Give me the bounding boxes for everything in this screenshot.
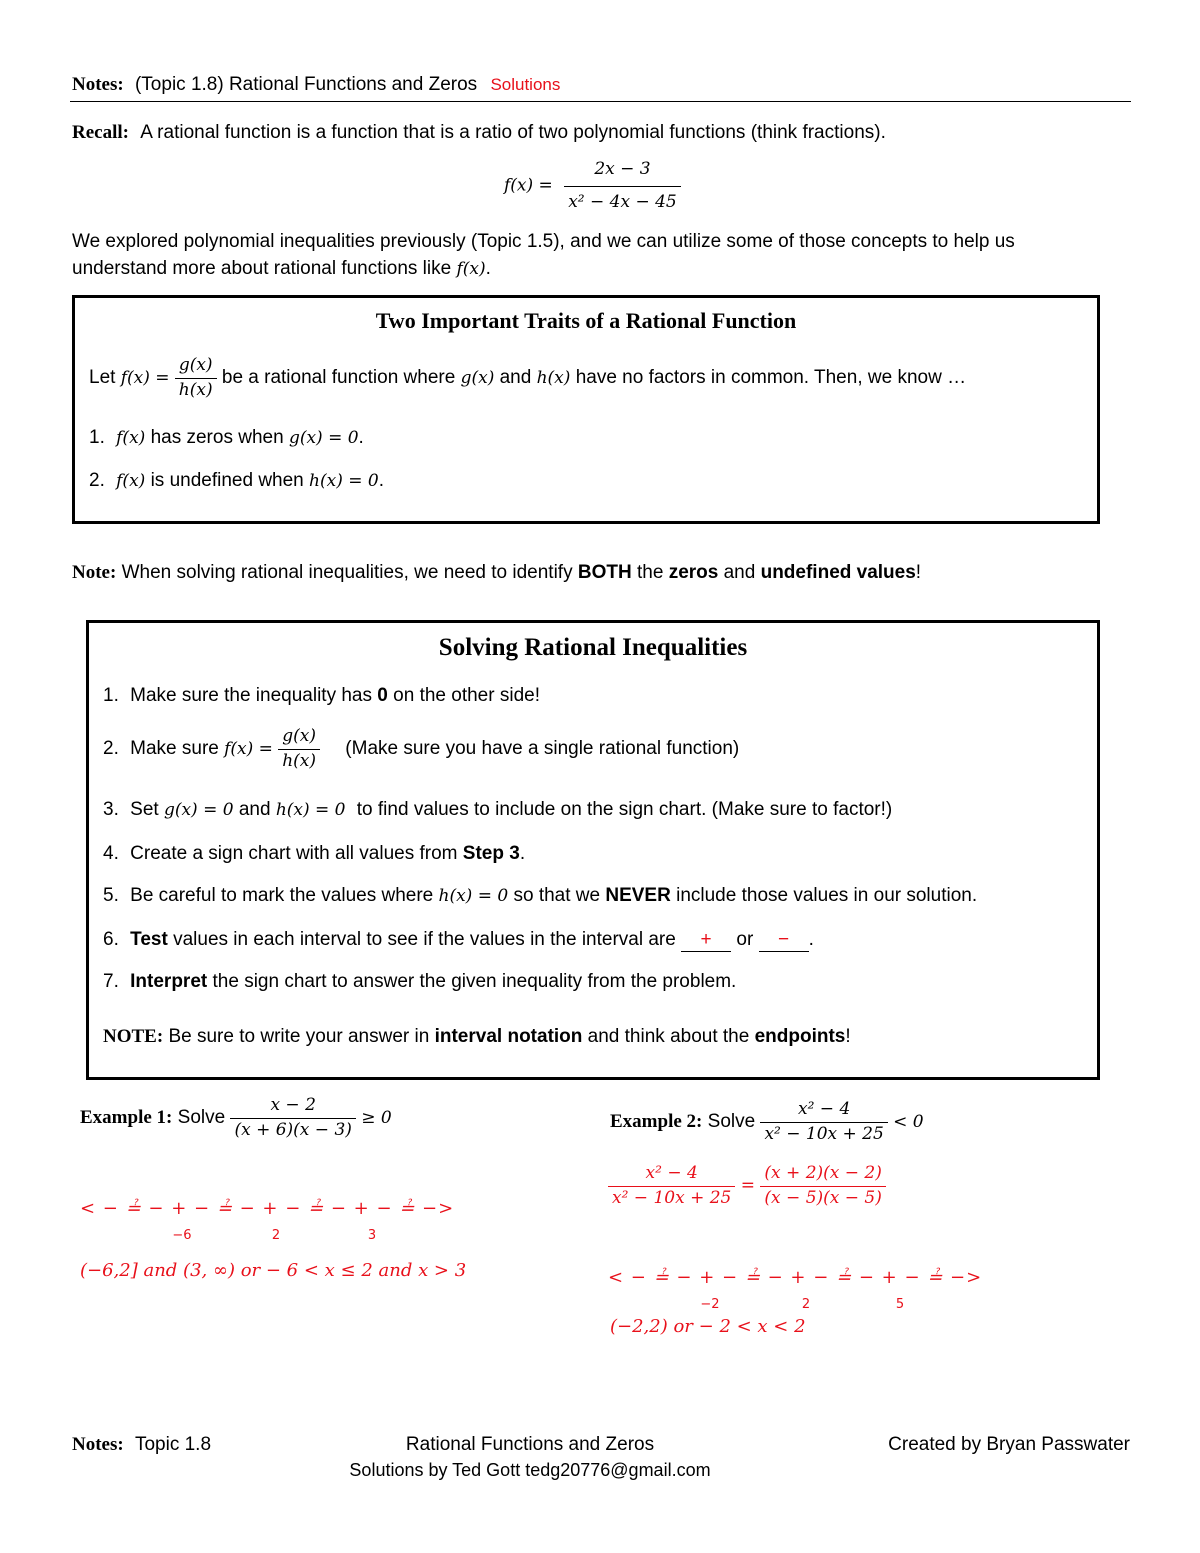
recall-text: A rational function is a function that is a ratio of two polynomial functions (think fractions). xyxy=(140,122,886,143)
step2-fx: f(x) = xyxy=(224,739,273,760)
traits-item1-text: has zeros when xyxy=(150,427,284,448)
note-the: the xyxy=(636,562,664,583)
step1-zero: 0 xyxy=(377,685,388,706)
step5-never: NEVER xyxy=(605,885,671,906)
example2-tick-3: 5 xyxy=(895,1297,905,1312)
traits-item2-eq: h(x) = 0 xyxy=(309,471,379,491)
solving-step-1 xyxy=(103,685,540,707)
step4-step: Step 3 xyxy=(462,843,520,864)
explored-fx: f(x) xyxy=(456,259,486,279)
footer-topic: Topic 1.8 xyxy=(134,1434,212,1455)
recall-denominator: x² − 4x − 45 xyxy=(564,186,681,213)
footer-label: Notes: xyxy=(72,1434,124,1455)
step4-num: 4. xyxy=(103,843,119,864)
step6-or: or xyxy=(736,929,754,950)
solving-step-5 xyxy=(103,885,977,907)
step5-text-c: include those values in our solution. xyxy=(676,885,978,906)
header-rule xyxy=(70,101,1131,102)
example2-work-num-left: x² − 4 xyxy=(645,1163,698,1183)
header-solutions: Solutions xyxy=(490,75,561,94)
note-undefined: undefined values xyxy=(760,562,916,583)
step4-dot: . xyxy=(519,843,526,864)
step2-num: 2. xyxy=(103,738,119,760)
recall-line xyxy=(72,122,886,144)
solving-note-label: NOTE: xyxy=(103,1026,164,1047)
example2-work-eq: = xyxy=(740,1175,756,1196)
solving-step-2 xyxy=(103,727,739,771)
step1-text-a: Make sure the inequality has xyxy=(130,685,373,706)
example2-work xyxy=(608,1164,886,1208)
footer-left xyxy=(72,1434,211,1456)
example2-denominator: x² − 10x + 25 xyxy=(760,1122,887,1145)
traits-item1-fx: f(x) xyxy=(116,428,146,448)
solving-note-interval: interval notation xyxy=(434,1026,583,1047)
step6-minus-blank: − xyxy=(759,929,809,952)
example1-tick-3: 3 xyxy=(367,1228,377,1243)
recall-formula xyxy=(504,160,681,212)
traits-item-2 xyxy=(89,470,384,492)
example2-solve: Solve xyxy=(707,1111,756,1133)
note-line xyxy=(72,562,921,584)
step3-text-b: to find values to include on the sign chart. (Make sure to factor!) xyxy=(356,799,893,820)
traits-title: Two Important Traits of a Rational Function xyxy=(375,308,797,333)
step2-denominator: h(x) xyxy=(278,749,320,772)
traits-item2-text: is undefined when xyxy=(150,470,304,491)
step1-text-b: on the other side! xyxy=(393,685,540,706)
example2-answer: (−2,2) or − 2 < x < 2 xyxy=(610,1316,806,1337)
example2-sign-chart: < − ≟ − + − ≟ − + − ≟ − + − ≟ −> xyxy=(608,1267,983,1288)
explored-line-1: We explored polynomial inequalities previously (Topic 1.5), and we can utilize some of those concepts to help us xyxy=(72,231,1015,252)
example1-tick-2: 2 xyxy=(271,1228,281,1243)
step5-text-b: so that we xyxy=(513,885,601,906)
traits-let-rest-b: have no factors in common. Then, we know … xyxy=(575,367,967,389)
example2-work-num-right: (x + 2)(x − 2) xyxy=(764,1163,882,1183)
explored-text: understand more about rational functions like xyxy=(72,258,452,279)
step6-test: Test xyxy=(130,929,168,950)
header-label: Notes: xyxy=(72,74,124,95)
example2-tick-2: 2 xyxy=(801,1297,811,1312)
step2-numerator: g(x) xyxy=(282,726,316,746)
step6-plus-blank: + xyxy=(681,929,731,952)
traits-item2-fx: f(x) xyxy=(116,471,146,491)
footer-credit: Solutions by Ted Gott tedg20776@gmail.com xyxy=(349,1460,711,1480)
traits-fraction xyxy=(175,356,217,400)
step6-text-a: values in each interval to see if the values in the interval are xyxy=(173,929,676,950)
recall-numerator: 2x − 3 xyxy=(594,159,651,179)
example1-numerator: x − 2 xyxy=(270,1095,316,1115)
traits-denominator: h(x) xyxy=(175,378,217,401)
traits-let-line xyxy=(89,356,966,400)
step5-h: h(x) = 0 xyxy=(438,886,509,906)
example2-work-right xyxy=(760,1164,885,1208)
traits-item-1 xyxy=(89,427,364,449)
example2-fraction xyxy=(760,1100,887,1144)
footer-right: Created by Bryan Passwater xyxy=(888,1434,1130,1455)
footer-center: Rational Functions and Zeros xyxy=(405,1434,655,1455)
step7-interpret: Interpret xyxy=(130,971,208,992)
example1-label: Example 1: xyxy=(80,1107,173,1129)
step6-num: 6. xyxy=(103,929,119,950)
note-label: Note: xyxy=(72,562,117,583)
note-text: When solving rational inequalities, we need to identify xyxy=(121,562,573,583)
traits-let-rest-a: be a rational function where xyxy=(221,367,456,389)
traits-let: Let xyxy=(89,367,116,389)
step1-num: 1. xyxy=(103,685,119,706)
example1-relation: ≥ 0 xyxy=(361,1108,392,1129)
example1-denominator: (x + 6)(x − 3) xyxy=(230,1118,355,1141)
traits-item1-eq: g(x) = 0 xyxy=(288,428,359,448)
step5-text-a: Be careful to mark the values where xyxy=(130,885,434,906)
solving-note-excl: ! xyxy=(845,1026,851,1047)
solving-note xyxy=(103,1026,851,1048)
traits-item2-num: 2. xyxy=(89,470,105,491)
note-zeros: zeros xyxy=(668,562,719,583)
solving-title: Solving Rational Inequalities xyxy=(438,634,748,661)
example2-relation: < 0 xyxy=(893,1112,924,1133)
traits-fx: f(x) = xyxy=(120,368,170,389)
example2-work-den-right: (x − 5)(x − 5) xyxy=(760,1186,885,1209)
traits-gx: g(x) xyxy=(460,368,495,389)
step2-text-b: (Make sure you have a single rational function) xyxy=(345,738,740,760)
solving-step-4 xyxy=(103,843,525,865)
step5-num: 5. xyxy=(103,885,119,906)
step7-num: 7. xyxy=(103,971,119,992)
example2-tick-1: −2 xyxy=(700,1297,720,1312)
note-and: and xyxy=(723,562,756,583)
page-header xyxy=(72,74,560,96)
example2-work-left xyxy=(608,1164,735,1208)
solving-step-3 xyxy=(103,799,892,821)
solving-note-endpoints: endpoints xyxy=(754,1026,846,1047)
example2-prompt xyxy=(610,1100,924,1144)
traits-item1-num: 1. xyxy=(89,427,105,448)
example1-tick-1: −6 xyxy=(172,1228,192,1243)
note-both: BOTH xyxy=(577,562,632,583)
recall-fx: f(x) = xyxy=(504,175,553,196)
traits-numerator: g(x) xyxy=(178,355,213,375)
example2-work-den-left: x² − 10x + 25 xyxy=(608,1186,735,1209)
explored-line-2 xyxy=(72,258,491,280)
solving-step-7 xyxy=(103,971,736,993)
example1-fraction xyxy=(230,1096,355,1140)
note-excl: ! xyxy=(915,562,922,583)
example1-answer: (−6,2] and (3, ∞) or − 6 < x ≤ 2 and x > 3 xyxy=(80,1260,467,1281)
header-topic: (Topic 1.8) Rational Functions and Zeros xyxy=(134,74,478,95)
example1-solve: Solve xyxy=(177,1107,226,1129)
step4-text-a: Create a sign chart with all values from xyxy=(130,843,458,864)
step3-and: and xyxy=(238,799,271,820)
traits-item2-dot: . xyxy=(378,470,384,491)
explored-period: . xyxy=(485,258,491,279)
step3-g: g(x) = 0 xyxy=(163,800,234,820)
step3-h: h(x) = 0 xyxy=(275,800,346,820)
solving-note-b: and think about the xyxy=(587,1026,750,1047)
example1-sign-chart: < − ≟ − + − ≟ − + − ≟ − + − ≟ −> xyxy=(80,1198,455,1219)
solving-note-a: Be sure to write your answer in xyxy=(168,1026,430,1047)
step2-text-a: Make sure xyxy=(130,738,219,760)
recall-label: Recall: xyxy=(72,122,129,143)
example2-numerator: x² − 4 xyxy=(797,1099,851,1119)
step6-dot: . xyxy=(808,929,814,950)
step7-text: the sign chart to answer the given inequality from the problem. xyxy=(212,971,737,992)
step3-text-a: Set xyxy=(130,799,159,820)
solving-step-6 xyxy=(103,929,814,952)
example2-label: Example 2: xyxy=(610,1111,703,1133)
traits-hx: h(x) xyxy=(536,368,571,389)
recall-fraction xyxy=(564,160,681,212)
example1-prompt xyxy=(80,1096,392,1140)
traits-and: and xyxy=(499,367,532,389)
step3-num: 3. xyxy=(103,799,119,820)
traits-item1-dot: . xyxy=(358,427,364,448)
step2-fraction xyxy=(278,727,320,771)
